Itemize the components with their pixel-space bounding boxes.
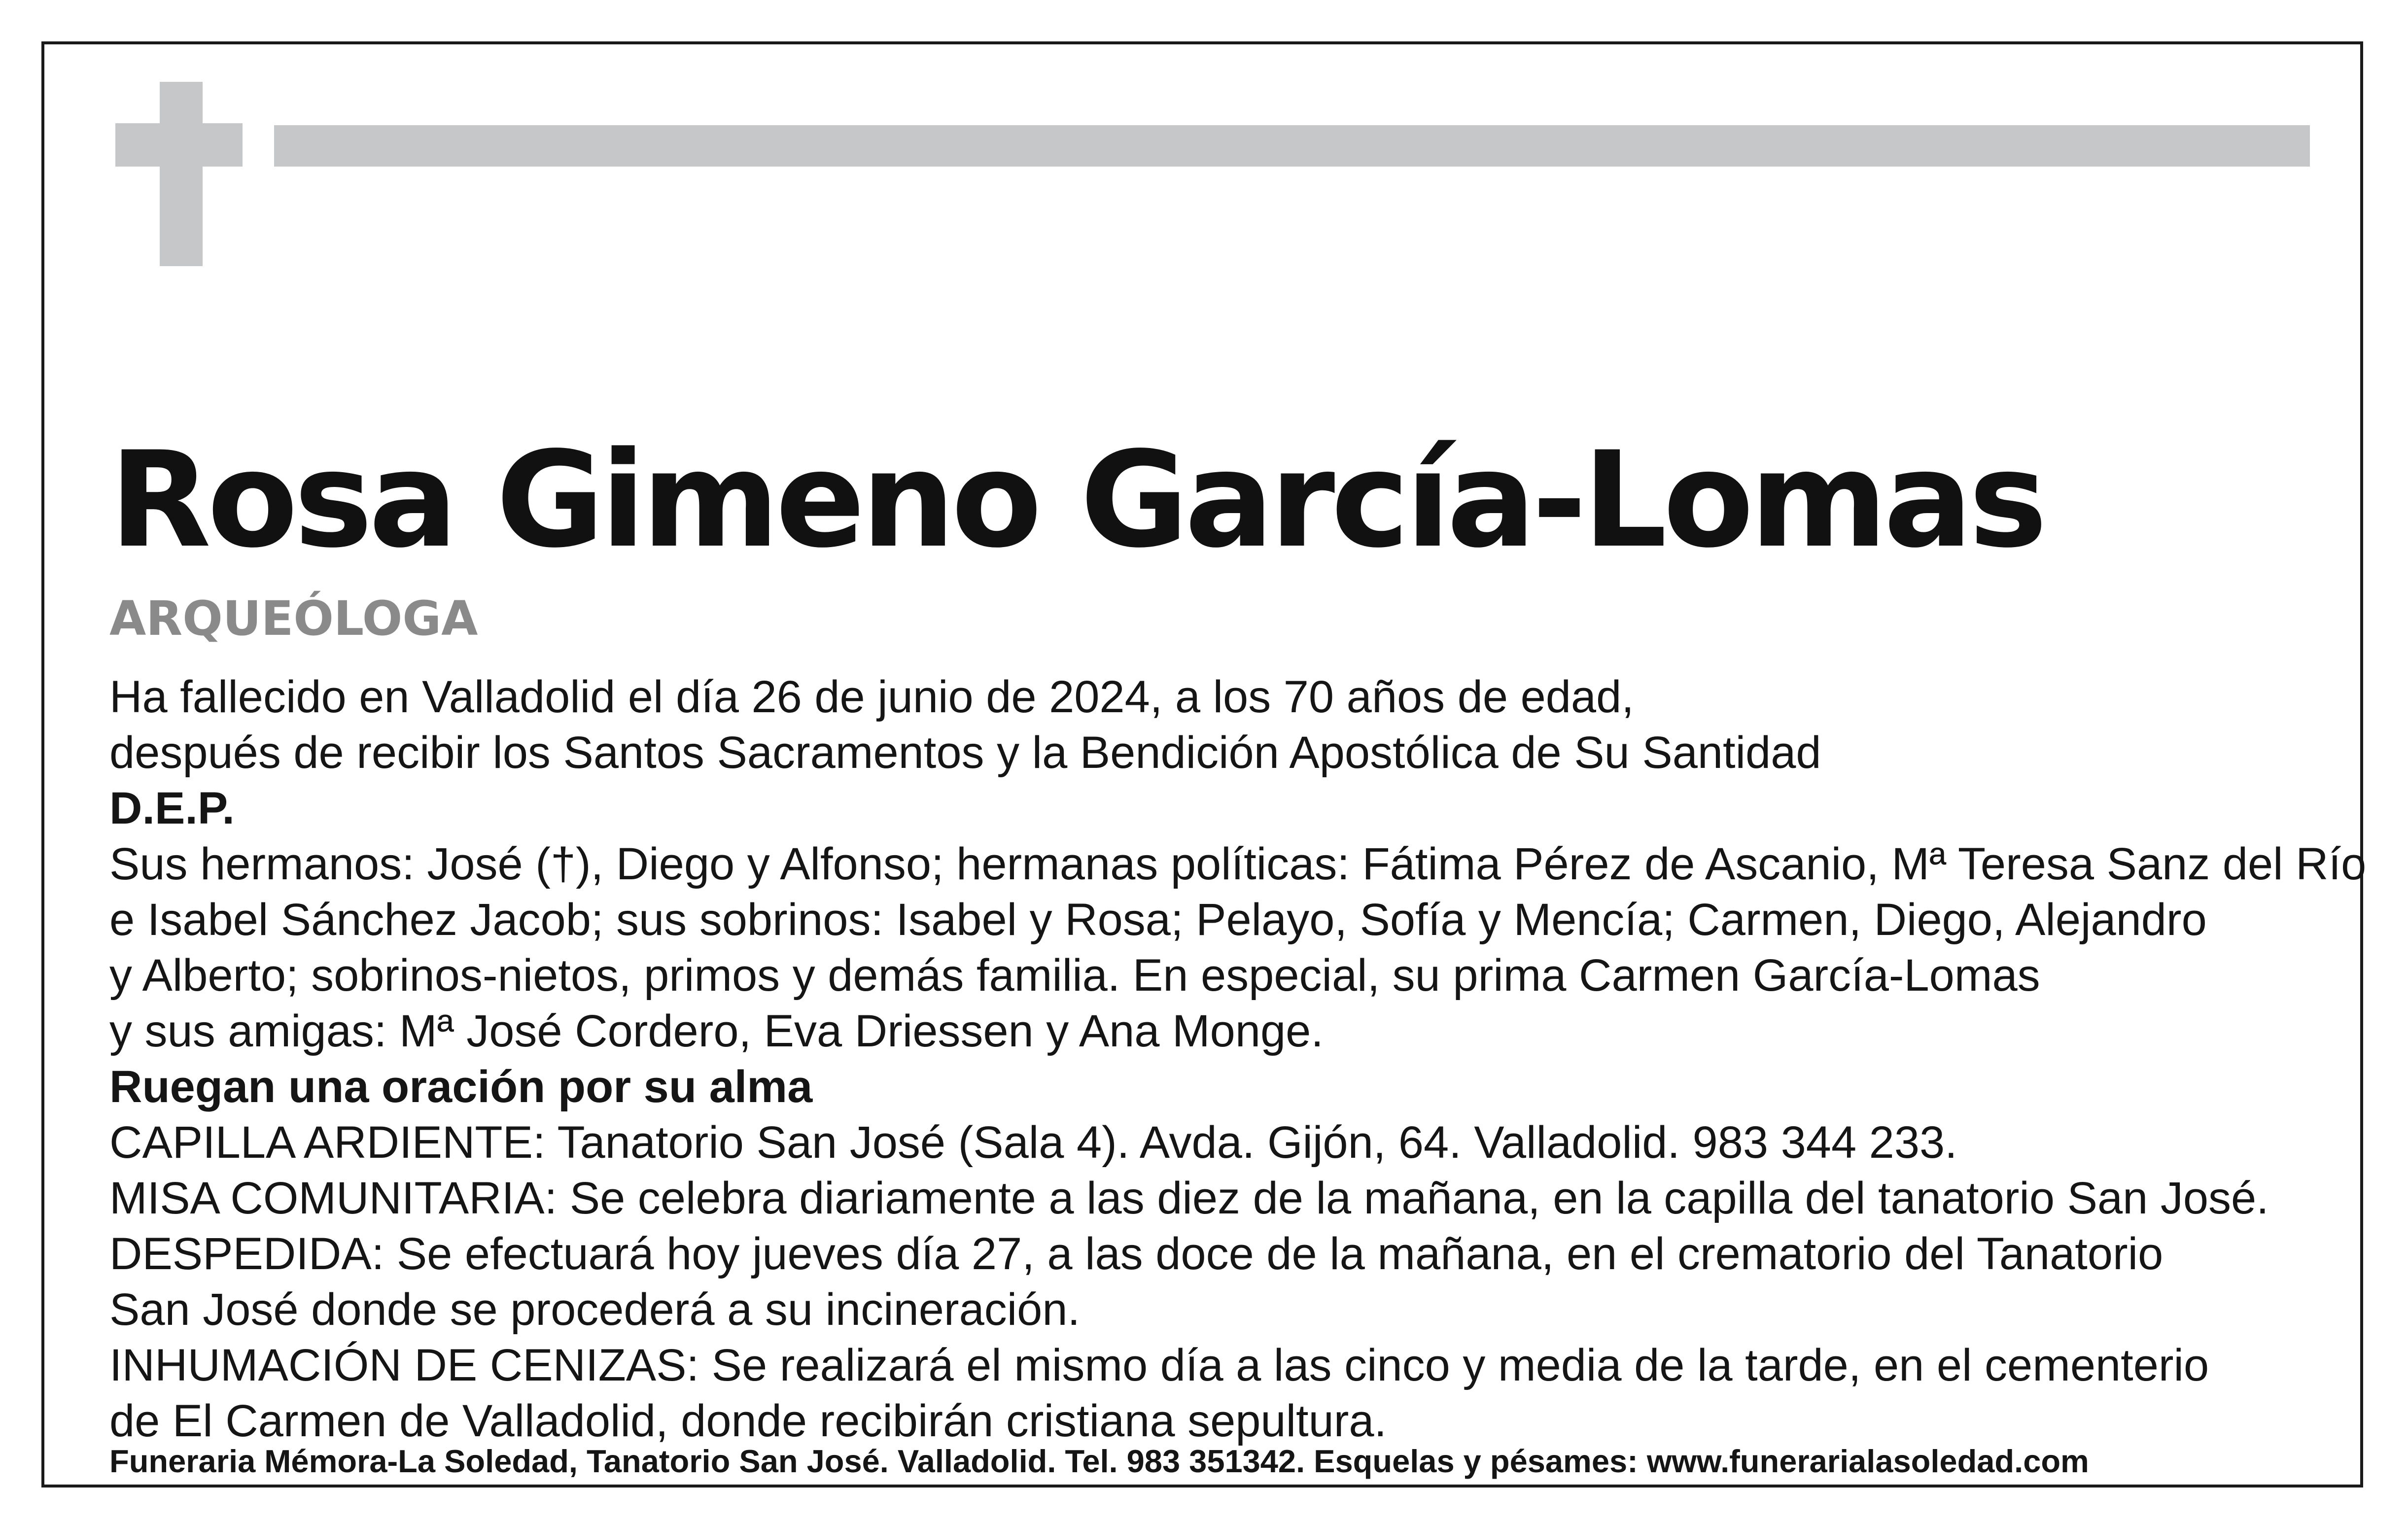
family-line: y sus amigas: Mª José Cordero, Eva Driessen y Ana Monge.	[109, 1006, 1324, 1056]
death-line: después de recibir los Santos Sacramentos y la Bendición Apostólica de Su Santidad	[109, 727, 1821, 778]
header-rule	[274, 125, 2310, 167]
notice-body	[109, 669, 2367, 1449]
family-line: y Alberto; sobrinos-nietos, primos y demás familia. En especial, su prima Carmen García-Lomas	[109, 950, 2040, 1001]
service-line: CAPILLA ARDIENTE: Tanatorio San José (Sala 4). Avda. Gijón, 64. Valladolid. 983 344 233.	[109, 1117, 1957, 1168]
profession: ARQUEÓLOGA	[109, 591, 478, 646]
deceased-name: Rosa Gimeno García-Lomas	[109, 423, 2044, 577]
service-line: San José donde se procederá a su incineración.	[109, 1284, 1081, 1335]
cross-horizontal-bar	[115, 123, 243, 167]
cross-vertical-bar	[160, 82, 203, 266]
service-line: de El Carmen de Valladolid, donde recibirán cristiana sepultura.	[109, 1396, 1387, 1446]
service-line: INHUMACIÓN DE CENIZAS: Se realizará el mismo día a las cinco y media de la tarde, en el cementerio	[109, 1340, 2209, 1390]
family-line: Sus hermanos: José (†), Diego y Alfonso; hermanas políticas: Fátima Pérez de Ascanio, Mª Teresa Sanz del Río	[109, 839, 2367, 889]
dep-heading: D.E.P.	[109, 783, 235, 833]
service-line: DESPEDIDA: Se efectuará hoy jueves día 27, a las doce de la mañana, en el crematorio del Tanatorio	[109, 1229, 2164, 1279]
family-line: e Isabel Sánchez Jacob; sus sobrinos: Isabel y Rosa; Pelayo, Sofía y Mencía; Carmen, Diego, Alejandro	[109, 895, 2207, 945]
prayer-heading: Ruegan una oración por su alma	[109, 1062, 813, 1112]
service-line: MISA COMUNITARIA: Se celebra diariamente a las diez de la mañana, en la capilla del tanatorio San José.	[109, 1173, 2269, 1223]
funeral-home-footer: Funeraria Mémora-La Soledad, Tanatorio San José. Valladolid. Tel. 983 351342. Esquelas y pésames: www.funerarialasoledad.com	[109, 1443, 2089, 1479]
death-line: Ha fallecido en Valladolid el día 26 de junio de 2024, a los 70 años de edad,	[109, 672, 1634, 722]
